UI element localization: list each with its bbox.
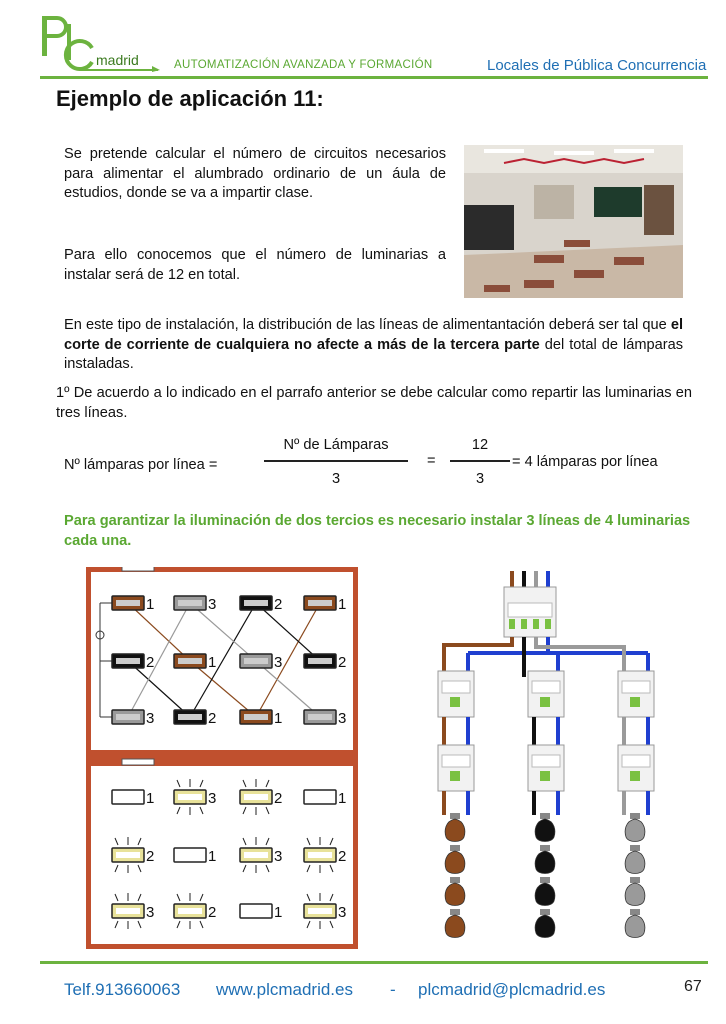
luminaire-line-number: 3 (208, 790, 217, 807)
page-number: 67 (684, 978, 702, 995)
breaker-terminal (533, 619, 539, 629)
intro-paragraph-1: Se pretende calcular el número de circuitos necesarios para alimentar el alumbrado ordinario de un áula de estudios, donde se va a impartir clase. (64, 146, 446, 201)
light-bulb-icon (445, 883, 465, 906)
circuit-breaker-lever (540, 771, 550, 781)
light-bulb-icon (445, 915, 465, 938)
formula-numerator-2: 12 (471, 437, 489, 453)
luminaire-line-number: 2 (338, 848, 347, 865)
circuit-diagram (430, 567, 670, 949)
luminaire-tube (116, 658, 140, 664)
luminaire-line-number: 1 (208, 848, 217, 865)
luminaire-tube (244, 852, 268, 858)
circuit-breaker (618, 745, 654, 791)
light-bulb-icon (625, 819, 645, 842)
differential-breaker (528, 671, 564, 717)
distribution-text-pre: En este tipo de instalación, la distribución de las líneas de alimentantación deberá ser tal que (64, 317, 671, 333)
luminaire-line-number: 3 (146, 904, 155, 921)
luminaire-tube (178, 714, 202, 720)
bulb-base (630, 845, 640, 851)
circuit-breaker (438, 745, 474, 791)
bulb-base (450, 909, 460, 915)
luminaire-tube (244, 658, 268, 664)
luminaire-tube (308, 714, 332, 720)
luminaire-line-number: 3 (208, 596, 217, 613)
luminaire-line-number: 1 (338, 596, 347, 613)
formula-result: = 4 lámparas por línea (512, 454, 658, 470)
luminaire-tube (178, 908, 202, 914)
luminaire-line-number: 3 (146, 710, 155, 727)
luminaire-line-number: 2 (338, 654, 347, 671)
luminaire-tube (308, 600, 332, 606)
formula-numerator-1: Nº de Lámparas (283, 437, 389, 453)
light-bulb-icon (625, 883, 645, 906)
circuit-breaker (528, 745, 564, 791)
luminaire-tube (178, 852, 202, 858)
room-top-door (122, 567, 154, 571)
conclusion-text: Para garantizar la iluminación de dos tercios es necesario instalar 3 líneas de 4 luminarias cada una. (64, 513, 691, 549)
circuit-breaker-panel (532, 755, 560, 767)
main-breaker-panel (508, 603, 552, 617)
differential-test (450, 697, 460, 707)
breaker-terminal (545, 619, 551, 629)
fraction-bar-2 (450, 460, 510, 462)
bulb-base (630, 909, 640, 915)
differential-panel (442, 681, 470, 693)
formula-lhs: Nº lámparas por línea = (64, 457, 218, 473)
bulb-base (450, 845, 460, 851)
luminaire-line-number: 2 (146, 654, 155, 671)
logo-madrid: madrid (96, 52, 139, 68)
bulb-base (540, 813, 550, 819)
circuit-breaker-lever (450, 771, 460, 781)
differential-panel (622, 681, 650, 693)
differential-breaker (438, 671, 474, 717)
luminaire-tube (116, 852, 140, 858)
luminaire-line-number: 3 (274, 848, 283, 865)
formula-denominator-2: 3 (475, 471, 485, 487)
luminaire-tube (116, 600, 140, 606)
differential-breaker (618, 671, 654, 717)
differential-panel (532, 681, 560, 693)
luminaire-tube (244, 794, 268, 800)
light-bulb-icon (445, 819, 465, 842)
footer-phone: Telf.913660063 (64, 980, 181, 999)
header-rule (40, 76, 708, 79)
luminaire-line-number: 1 (274, 904, 283, 921)
bulb-base (630, 813, 640, 819)
luminaire-line-number: 1 (208, 654, 217, 671)
footer-email-link[interactable]: plcmadrid@plcmadrid.es (418, 980, 606, 999)
differential-test (630, 697, 640, 707)
luminaire-tube (178, 794, 202, 800)
page-title: Ejemplo de aplicación 11: (56, 86, 324, 111)
step-paragraph: 1º De acuerdo a lo indicado en el parrafo anterior se debe calcular como repartir las luminarias en tres líneas. (56, 385, 692, 421)
bulb-base (540, 909, 550, 915)
circuit-breaker-lever (630, 771, 640, 781)
luminaire-line-number: 1 (146, 790, 155, 807)
luminaire-tube (244, 908, 268, 914)
luminaire-line-number: 1 (274, 710, 283, 727)
luminaire-line-number: 1 (338, 790, 347, 807)
formula-equals: = (427, 453, 436, 469)
distribution-text-bold: el corte de corriente de cualquiera no afecte a más de la tercera parte (64, 317, 683, 353)
circuit-breaker-panel (622, 755, 650, 767)
bulb-base (630, 877, 640, 883)
luminaire-line-number: 3 (274, 654, 283, 671)
classroom-photo (464, 145, 683, 298)
light-bulb-icon (625, 851, 645, 874)
light-bulb-icon (445, 851, 465, 874)
bulb-base (450, 813, 460, 819)
room-layout-diagram (86, 567, 358, 949)
luminaire-tube (116, 908, 140, 914)
luminaire-tube (308, 908, 332, 914)
intro-paragraph-2: Para ello conocemos que el número de luminarias a instalar será de 12 en total. (64, 247, 446, 283)
luminaire-line-number: 2 (274, 790, 283, 807)
bulb-base (540, 877, 550, 883)
footer-separator: - (390, 980, 396, 999)
distribution-text-post: del total de lámparas instaladas. (64, 336, 683, 372)
luminaire-tube (244, 714, 268, 720)
light-bulb-icon (535, 883, 555, 906)
luminaire-line-number: 2 (146, 848, 155, 865)
luminaire-tube (116, 714, 140, 720)
luminaire-tube (178, 600, 202, 606)
breaker-terminal (521, 619, 527, 629)
differential-test (540, 697, 550, 707)
breaker-terminal (509, 619, 515, 629)
luminaire-line-number: 2 (208, 904, 217, 921)
luminaire-line-number: 3 (338, 710, 347, 727)
light-bulb-icon (625, 915, 645, 938)
luminaire-tube (178, 658, 202, 664)
luminaire-tube (308, 794, 332, 800)
luminaire-line-number: 2 (274, 596, 283, 613)
light-bulb-icon (535, 915, 555, 938)
light-bulb-icon (535, 819, 555, 842)
formula-denominator-1: 3 (331, 471, 341, 487)
footer-website-link[interactable]: www.plcmadrid.es (216, 980, 353, 999)
header-section: Locales de Pública Concurrencia (487, 57, 707, 74)
bulb-base (450, 877, 460, 883)
luminaire-tube (308, 852, 332, 858)
circuit-breaker-panel (442, 755, 470, 767)
footer-rule (40, 961, 708, 964)
luminaire-line-number: 1 (146, 596, 155, 613)
luminaire-line-number: 3 (338, 904, 347, 921)
luminaire-tube (116, 794, 140, 800)
light-bulb-icon (535, 851, 555, 874)
header-tagline: AUTOMATIZACIÓN AVANZADA Y FORMACIÓN (174, 59, 433, 71)
luminaire-tube (244, 600, 268, 606)
fraction-bar-1 (264, 460, 408, 462)
room-bottom-door (122, 759, 154, 765)
luminaire-line-number: 2 (208, 710, 217, 727)
distribution-paragraph (64, 316, 683, 375)
luminaire-tube (308, 658, 332, 664)
bulb-base (540, 845, 550, 851)
